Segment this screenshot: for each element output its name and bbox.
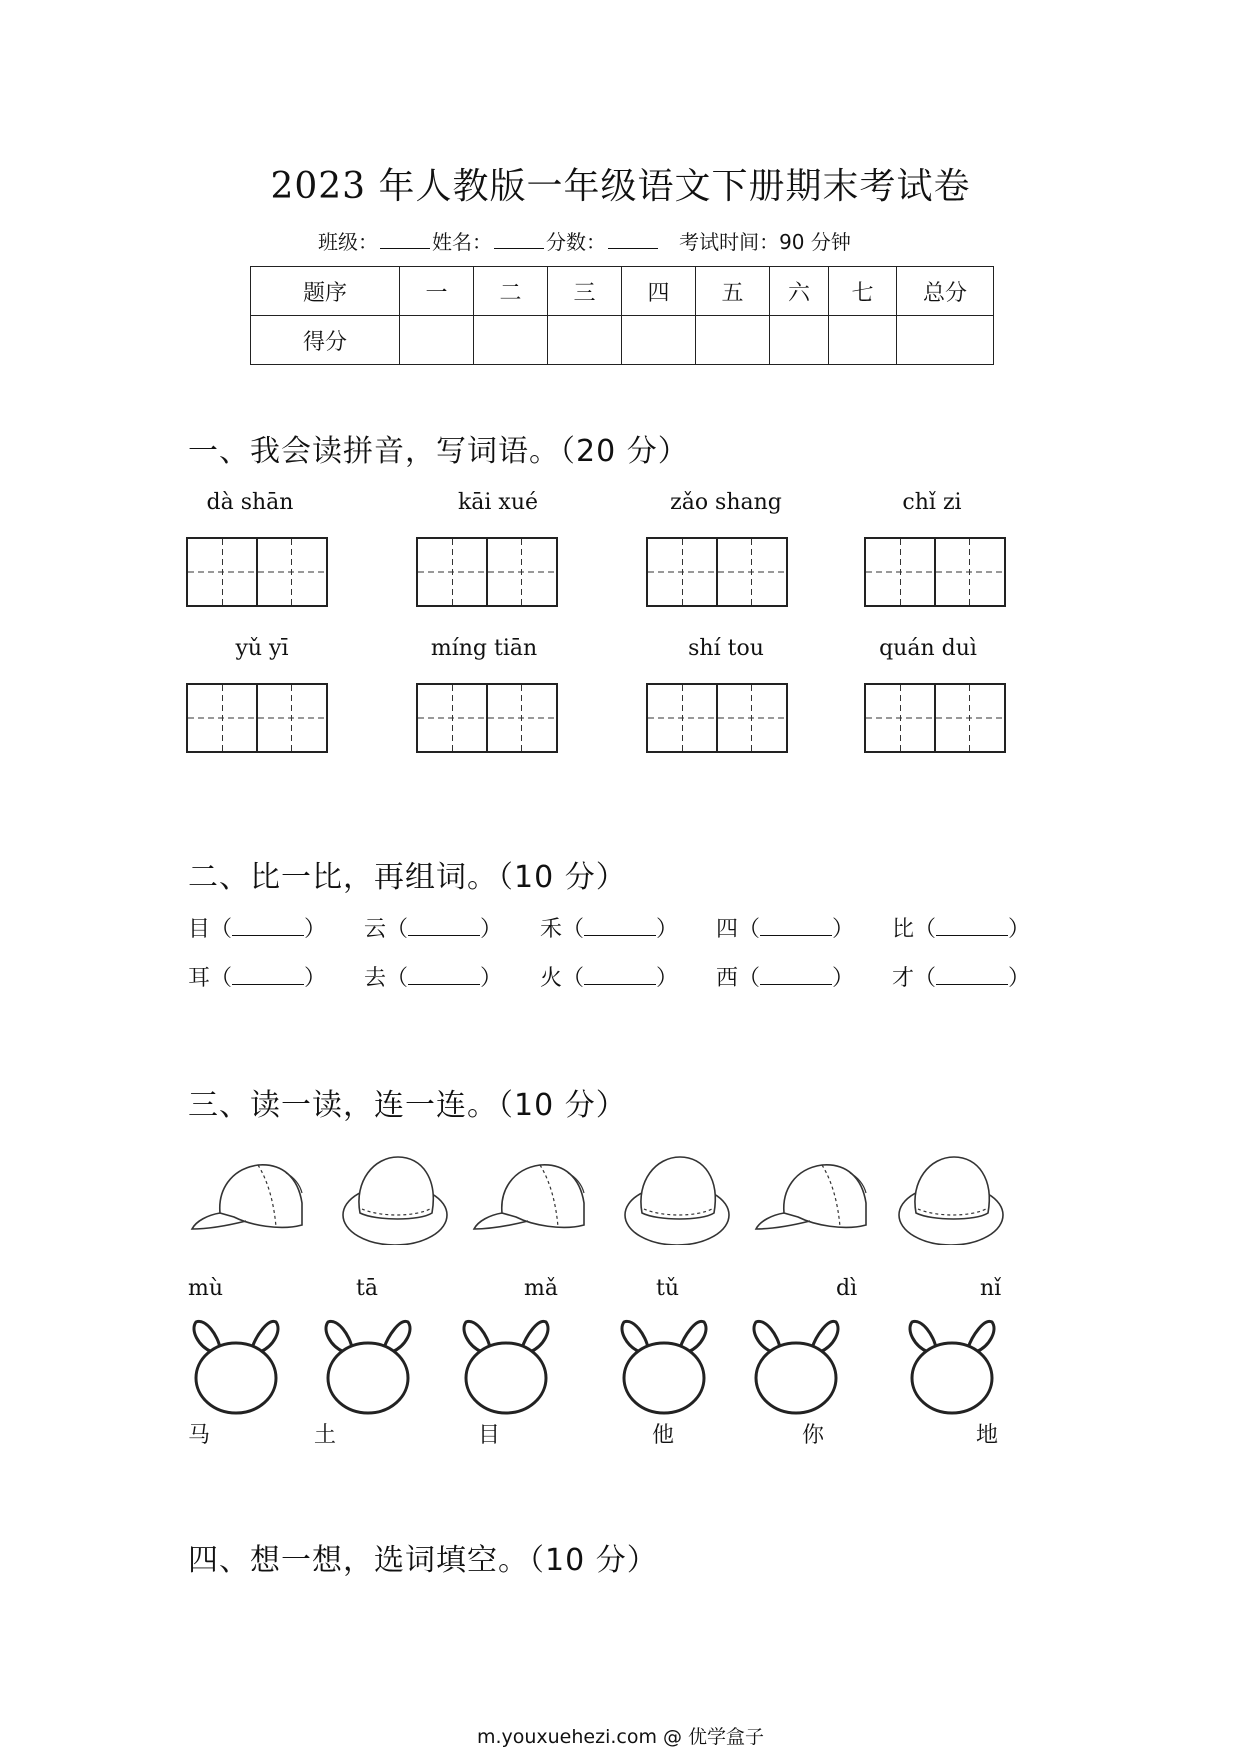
rabbit-icon[interactable] (910, 1321, 994, 1413)
paren-open: （ (562, 966, 585, 991)
answer-blank[interactable] (584, 966, 656, 985)
writing-grid[interactable] (416, 683, 558, 753)
score-table-header-row (251, 267, 994, 316)
pinyin-label: nǐ (980, 1276, 1002, 1301)
writing-grid[interactable] (646, 683, 788, 753)
word-pair (540, 912, 716, 943)
answer-blank[interactable] (232, 966, 304, 985)
student-info-line (318, 226, 851, 255)
table-header-cell: 二 (474, 267, 548, 316)
paren-close: ） (656, 917, 679, 942)
score-table-score-row (251, 316, 994, 365)
table-header-cell: 六 (770, 267, 829, 316)
pair-char: 才 (892, 966, 915, 991)
table-header-cell: 四 (622, 267, 696, 316)
score-label: 分数： (546, 230, 606, 254)
paren-open: （ (914, 966, 937, 991)
pinyin-word: chǐ zi (902, 490, 962, 515)
hanzi-label: 目 (478, 1423, 501, 1448)
paren-open: （ (210, 966, 233, 991)
section-4-heading: 四、想一想，选词填空。（10 分） (188, 1543, 658, 1578)
hat-icon[interactable] (343, 1157, 447, 1245)
answer-blank[interactable] (408, 917, 480, 936)
score-cell[interactable] (829, 316, 897, 365)
score-cell[interactable] (696, 316, 770, 365)
score-cell[interactable] (548, 316, 622, 365)
answer-blank[interactable] (232, 917, 304, 936)
paren-close: ） (480, 966, 503, 991)
rabbit-icon[interactable] (622, 1321, 706, 1413)
writing-grid[interactable] (646, 537, 788, 607)
section-3-heading: 三、读一读，连一连。（10 分） (188, 1088, 627, 1123)
score-cell[interactable] (770, 316, 829, 365)
section-1-heading: 一、我会读拼音，写词语。（20 分） (188, 434, 689, 469)
word-pair (540, 961, 716, 992)
page-title: 2023 年人教版一年级语文下册期末考试卷 (270, 166, 971, 207)
paren-open: （ (210, 917, 233, 942)
word-pair (716, 912, 892, 943)
cap-icon[interactable] (756, 1165, 866, 1229)
cap-icon[interactable] (192, 1165, 302, 1229)
paren-close: ） (832, 917, 855, 942)
writing-grid[interactable] (186, 683, 328, 753)
paren-close: ） (1008, 917, 1031, 942)
paren-close: ） (304, 917, 327, 942)
paren-close: ） (832, 966, 855, 991)
answer-blank[interactable] (936, 917, 1008, 936)
pinyin-label: mù (188, 1276, 224, 1301)
score-cell[interactable] (897, 316, 994, 365)
hanzi-label: 你 (802, 1423, 825, 1448)
pair-char: 去 (364, 966, 387, 991)
paren-open: （ (386, 966, 409, 991)
rabbit-icon[interactable] (464, 1321, 548, 1413)
table-header-cell: 三 (548, 267, 622, 316)
pair-char: 云 (364, 917, 387, 942)
class-blank[interactable] (380, 230, 430, 249)
pinyin-word: dà shān (206, 490, 294, 515)
word-pair (188, 961, 364, 992)
pair-char: 火 (540, 966, 563, 991)
hanzi-label: 土 (314, 1423, 337, 1448)
hat-icon[interactable] (899, 1157, 1003, 1245)
pinyin-word: yǔ yī (235, 636, 289, 661)
paren-open: （ (738, 917, 761, 942)
paren-open: （ (738, 966, 761, 991)
table-header-cell: 五 (696, 267, 770, 316)
answer-blank[interactable] (936, 966, 1008, 985)
pinyin-word: kāi xué (457, 490, 539, 515)
word-pair (892, 912, 1068, 943)
class-label: 班级： (318, 230, 378, 254)
paren-open: （ (386, 917, 409, 942)
pair-char: 目 (188, 917, 211, 942)
table-row-label: 得分 (251, 316, 400, 365)
hanzi-label: 他 (652, 1423, 675, 1448)
word-pair (892, 961, 1068, 992)
pinyin-label: dì (836, 1276, 858, 1301)
writing-grid[interactable] (864, 683, 1006, 753)
word-pair (364, 912, 540, 943)
pinyin-word: míng tiān (430, 636, 538, 661)
score-blank[interactable] (608, 230, 658, 249)
pair-char: 西 (716, 966, 739, 991)
pair-char: 比 (892, 917, 915, 942)
hats-row (190, 1145, 1020, 1245)
rabbits-row (186, 1318, 1016, 1418)
compare-row-2 (188, 961, 1068, 992)
pinyin-label: tǔ (656, 1276, 680, 1301)
footer-watermark: m.youxuehezi.com @ 优学盒子 (476, 1726, 765, 1748)
answer-blank[interactable] (408, 966, 480, 985)
rabbit-icon[interactable] (194, 1321, 278, 1413)
hanzi-label: 地 (976, 1423, 999, 1448)
writing-grid[interactable] (416, 537, 558, 607)
hat-icon[interactable] (625, 1157, 729, 1245)
score-cell[interactable] (400, 316, 474, 365)
answer-blank[interactable] (760, 966, 832, 985)
name-label: 姓名： (432, 230, 492, 254)
table-header-cell: 一 (400, 267, 474, 316)
paren-open: （ (914, 917, 937, 942)
pair-char: 耳 (188, 966, 211, 991)
section-2-heading: 二、比一比，再组词。（10 分） (188, 860, 627, 895)
pair-char: 四 (716, 917, 739, 942)
pair-char: 禾 (540, 917, 563, 942)
paren-close: ） (304, 966, 327, 991)
name-blank[interactable] (494, 230, 544, 249)
score-cell[interactable] (474, 316, 548, 365)
rabbit-icon[interactable] (326, 1321, 410, 1413)
score-cell[interactable] (622, 316, 696, 365)
word-pair (364, 961, 540, 992)
table-header-cell: 总分 (897, 267, 994, 316)
pinyin-label: mǎ (524, 1276, 558, 1301)
answer-blank[interactable] (584, 917, 656, 936)
pinyin-word: zǎo shang (670, 490, 782, 515)
exam-time: 考试时间：90 分钟 (679, 230, 851, 254)
paren-close: ） (1008, 966, 1031, 991)
cap-icon[interactable] (474, 1165, 584, 1229)
paren-open: （ (562, 917, 585, 942)
table-header-cell: 七 (829, 267, 897, 316)
writing-grid[interactable] (864, 537, 1006, 607)
word-pair (188, 912, 364, 943)
rabbit-icon[interactable] (754, 1321, 838, 1413)
answer-blank[interactable] (760, 917, 832, 936)
score-table (250, 266, 994, 365)
pinyin-word: shí tou (688, 636, 764, 661)
hanzi-label: 马 (188, 1423, 211, 1448)
pinyin-word: quán duì (879, 636, 977, 661)
paren-close: ） (656, 966, 679, 991)
table-header-cell: 题序 (251, 267, 400, 316)
writing-grid[interactable] (186, 537, 328, 607)
compare-row-1 (188, 912, 1068, 943)
pinyin-label: tā (356, 1276, 378, 1301)
word-pair (716, 961, 892, 992)
paren-close: ） (480, 917, 503, 942)
